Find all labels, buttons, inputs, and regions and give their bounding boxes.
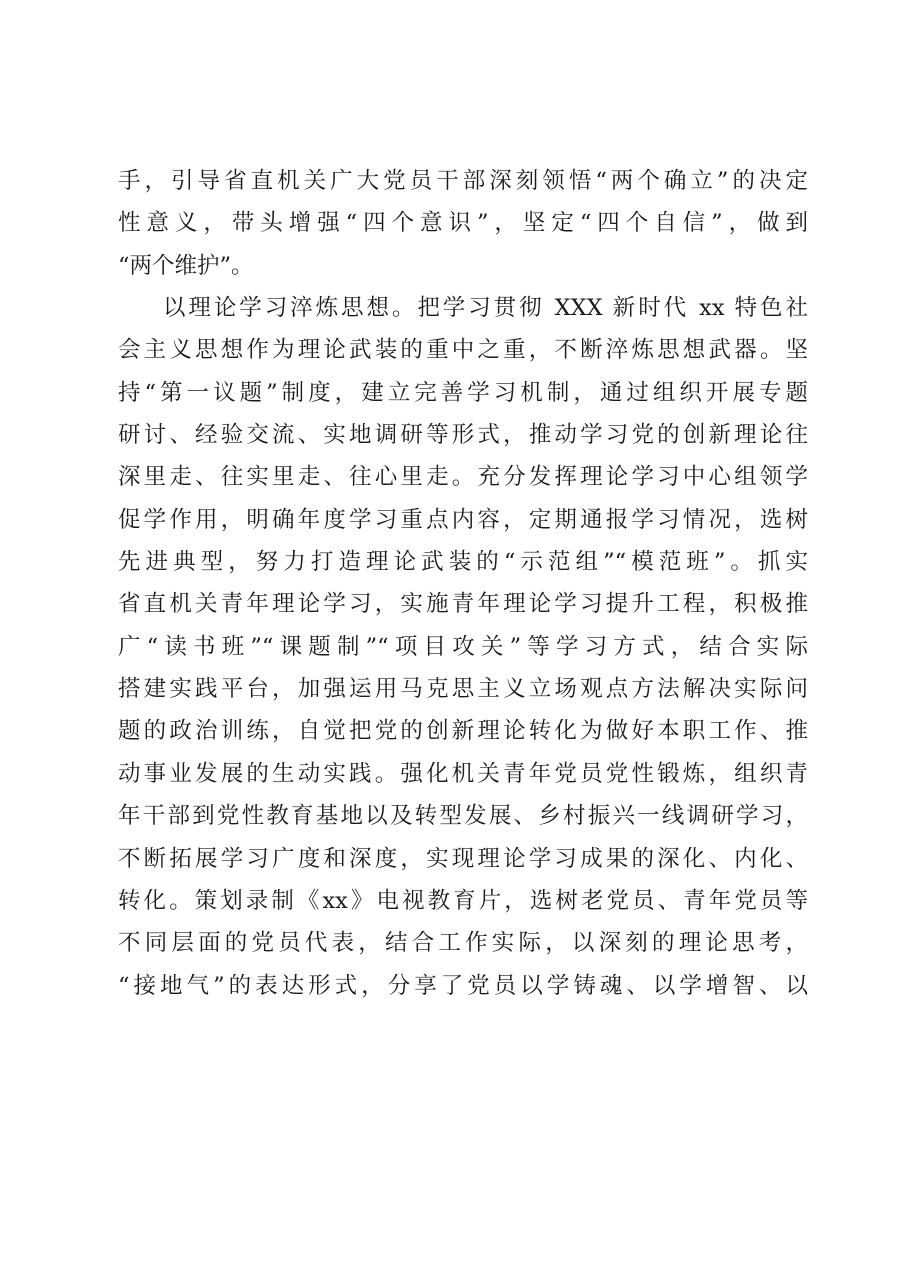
- text-line: 省直机关青年理论学习，实施青年理论学习提升工程，积极推: [118, 591, 808, 618]
- text-line: 不断拓展学习广度和深度，实现理论学习成果的深化、内化、: [118, 845, 808, 872]
- text-line: 促学作用，明确年度学习重点内容，定期通报学习情况，选树: [118, 506, 808, 533]
- text-line: 会主义思想作为理论武装的重中之重，不断淬炼思想武器。坚: [118, 337, 808, 364]
- document-body: [118, 160, 808, 1007]
- text-line: 以理论学习淬炼思想。把学习贯彻 XXX 新时代 xx 特色社: [163, 295, 808, 322]
- text-line: 深里走、往实里走、往心里走。充分发挥理论学习中心组领学: [118, 464, 808, 491]
- text-line: 搭建实践平台，加强运用马克思主义立场观点方法解决实际问: [118, 676, 808, 703]
- paragraph-2: [118, 287, 808, 1007]
- text-line: 手，引导省直机关广大党员干部深刻领悟“两个确立”的决定: [118, 168, 808, 194]
- text-line: 年干部到党性教育基地以及转型发展、乡村振兴一线调研学习，: [118, 803, 808, 830]
- text-line: “接地气”的表达形式，分享了党员以学铸魂、以学增智、以: [118, 972, 808, 999]
- text-line: 不同层面的党员代表，结合工作实际，以深刻的理论思考，: [118, 930, 808, 957]
- text-line: 广“读书班”“课题制”“项目攻关”等学习方式，结合实际: [118, 633, 808, 660]
- text-line: 转化。策划录制《xx》电视教育片，选树老党员、青年党员等: [118, 887, 808, 914]
- text-line: 先进典型，努力打造理论武装的“示范组”“模范班”。抓实: [118, 549, 808, 576]
- paragraph-1: [118, 160, 808, 287]
- text-line: 动事业发展的生动实践。强化机关青年党员党性锻炼，组织青: [118, 760, 808, 787]
- text-line: 研讨、经验交流、实地调研等形式，推动学习党的创新理论往: [118, 422, 808, 449]
- text-line: 题的政治训练，自觉把党的创新理论转化为做好本职工作、推: [118, 718, 808, 745]
- text-line: 性意义，带头增强“四个意识”，坚定“四个自信”，做到: [118, 210, 808, 237]
- text-line: 持“第一议题”制度，建立完善学习机制，通过组织开展专题: [118, 379, 808, 406]
- text-line: “两个维护”。: [118, 252, 254, 279]
